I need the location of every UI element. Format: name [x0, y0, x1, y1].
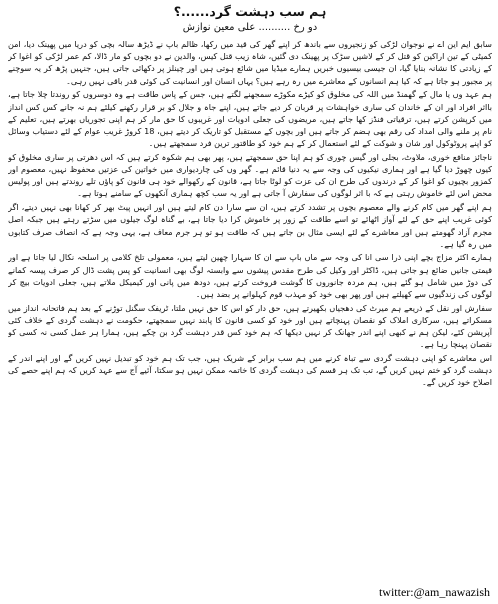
paragraph-1: سابق ایم این اے نے نوجوان لڑکی کو زنجیروں سے باندھ کر اپنے گھر کی قید میں رکھا، ظالم باپ نے ڈیڑھ سالہ بچی کو دریا میں پھینک دیا، امن کمیٹی کے تین اراکین کو قتل کر کے لاشیں سڑک پر پھینک دی گئیں، شاہ زیب قتل کیس، والدین نے دو بچوں کو مار ڈالا، کم عمر لڑکی کو اغوا کر کے زیادتی کا نشانہ بنایا گیا، ان جیسی بیسیوں خبریں ہمارے میڈیا میں شائع ہوتی ہیں اور چینلز پر دکھائی جاتی ہیں، جنہیں پڑھ کر یہ سوچنے پر مجبور ہو جاتا ہے کہ کیا ہم انسانوں کے معاشرے میں رہ رہے ہیں؟ یہاں انسان اور انسانیت کی کوئی قدر باقی نہیں رہی۔: [8, 39, 492, 86]
article-body: [8, 2, 492, 582]
twitter-handle: twitter:@am_nawazish: [378, 585, 490, 599]
paragraph-2: ہم عہد وں یا مال کے گھمنڈ میں اللہ کی مخلوق کو کیڑے مکوڑے سمجھنے لگتے ہیں، جس کے پاس طاقت ہے وہ دوسروں کو روندتا چلا جاتا ہے، بااثر افراد اور ان کے خاندان کی ساری خواہشات پر قربان کر دیے جاتے ہیں، اپنے جاہ و جلال کو بر قرار رکھنے کیلئے ہم نہ جانے کس کس انداز میں کرپشن کرتے ہیں، ترقیاتی فنڈز کھا جاتے ہیں، مریضوں کی جعلی ادویات اور غریبوں کا حق مار کر ہم اپنی تجوریاں بھرتے ہیں، تعلیم کے نام پر ملنے والی امداد کی رقم بھی ہضم کر جاتے ہیں اور بچوں کے مستقبل کو تاریک کر دیتے ہیں، 18 کروڑ غریب عوام کے لئے دستیاب وسائل کو اپنے پروٹوکول اور شان و شوکت کے لئے استعمال کر کے ہم خود کو طاقتور ترین فرد سمجھتے ہیں۔: [8, 89, 492, 149]
paragraph-6: سفارش اور نقل کے ذریعے ہم میرٹ کی دھجیاں بکھیرتے ہیں، حق دار کو اس کا حق نہیں ملتا، ٹریفک سگنل توڑنے کے بعد ہم فاتحانہ انداز میں مسکراتے ہیں، سرکاری املاک کو نقصان پہنچاتے ہیں اور خود کو کسی قانون کا پابند نہیں سمجھتے، حکومت نے دہشت گردی کے خلاف کئی آپریشن کئے، لیکن ہم نے کبھی اپنے اندر جھانک کر نہیں دیکھا کہ ہم خود کس قدر دہشت گرد بن چکے ہیں، ہمارا ہر عمل کسی نہ کسی کو نقصان پہنچا رہا ہے۔: [8, 302, 492, 350]
paragraph-3: ناجائز منافع خوری، ملاوٹ، بجلی اور گیس چوری کو ہم اپنا حق سمجھتے ہیں، پھر بھی ہم شکوہ کرتے ہیں کہ اس دھرتی پر ساری مخلوق کو کیوں چھوڑ دیا گیا ہے اور ہماری نیکیوں کی وجہ سے یہ دنیا قائم ہے۔ گھر وں کی چاردیواری میں خواتین کی عزتیں محفوظ نہیں، معصوم اور کمزور بچیوں کو اغوا کر کے درندوں کی طرح ان کی عزت کو لوٹا جاتا ہے، قانون کے رکھوالے خود ہی قانون کو پاؤں تلے روندتے ہیں اور پولیس محض اس لئے خاموش رہتی ہے کہ با اثر لوگوں کی سفارش آ جاتی ہے اور یہ سب کچھ ہماری آنکھوں کے سامنے ہوتا ہے۔: [8, 151, 492, 199]
paragraph-5: ہمارے اکثر مزاج بچے اپنی ذرا سی انا کی وجہ سے ماں باپ سے ان کا سہارا چھین لیتے ہیں، معمولی تلخ کلامی پر اسلحہ نکال لیا جاتا ہے اور قیمتی جانیں ضائع ہو جاتی ہیں، ڈاکٹر اور وکیل کی طرح مقدس پیشوں سے وابستہ لوگ بھی انسانیت کو پس پشت ڈال کر صرف پیسہ کمانے کی دوڑ میں شامل ہو گئے ہیں، ہم مردہ جانوروں کا گوشت فروخت کرتے ہیں، دودھ میں پانی اور کیمیکل ملاتے ہیں، جعلی ادویات بیچ کر لوگوں کی زندگیوں سے کھیلتے ہیں اور پھر بھی خود کو مہذب قوم کہلوانے پر بضد ہیں۔: [8, 252, 492, 300]
paragraph-4: ہم اپنے گھر میں کام کرنے والے معصوم بچوں پر تشدد کرتے ہیں، ان سے سارا دن کام لیتے ہیں اور انہیں پیٹ بھر کر کھانا بھی نہیں دیتے، اگر کوئی غریب اپنے حق کے لئے آواز اٹھائے تو اسے طاقت کے زور پر خاموش کرا دیا جاتا ہے، بے گناہ لوگ جیلوں میں سڑتے رہتے ہیں جبکہ اصل مجرم آزاد گھومتے ہیں اور معاشرے کے لئے ایسی مثال بن جاتے ہیں کہ طاقت ہو تو ہر جرم معاف ہے، یہی وجہ ہے کہ انصاف صرف کتابوں میں رہ گیا ہے۔: [8, 202, 492, 249]
article-byline: دو رخ .......... علی معین نوازش: [182, 22, 318, 33]
paragraph-7: اس معاشرے کو اپنی دہشت گردی سے تباہ کرنے میں ہم سب برابر کے شریک ہیں، جب تک ہم خود کو تبدیل نہیں کریں گے اور اپنے اندر کے دہشت گرد کو ختم نہیں کریں گے، تب تک ہر قسم کی دہشت گردی کا خاتمہ ممکن نہیں ہو سکتا، آئیے آج سے عہد کریں کہ ہم اپنے حصے کی اصلاح خود کریں گے۔: [8, 353, 492, 388]
article-title: ہم سب دہشت گرد......؟: [173, 4, 327, 19]
